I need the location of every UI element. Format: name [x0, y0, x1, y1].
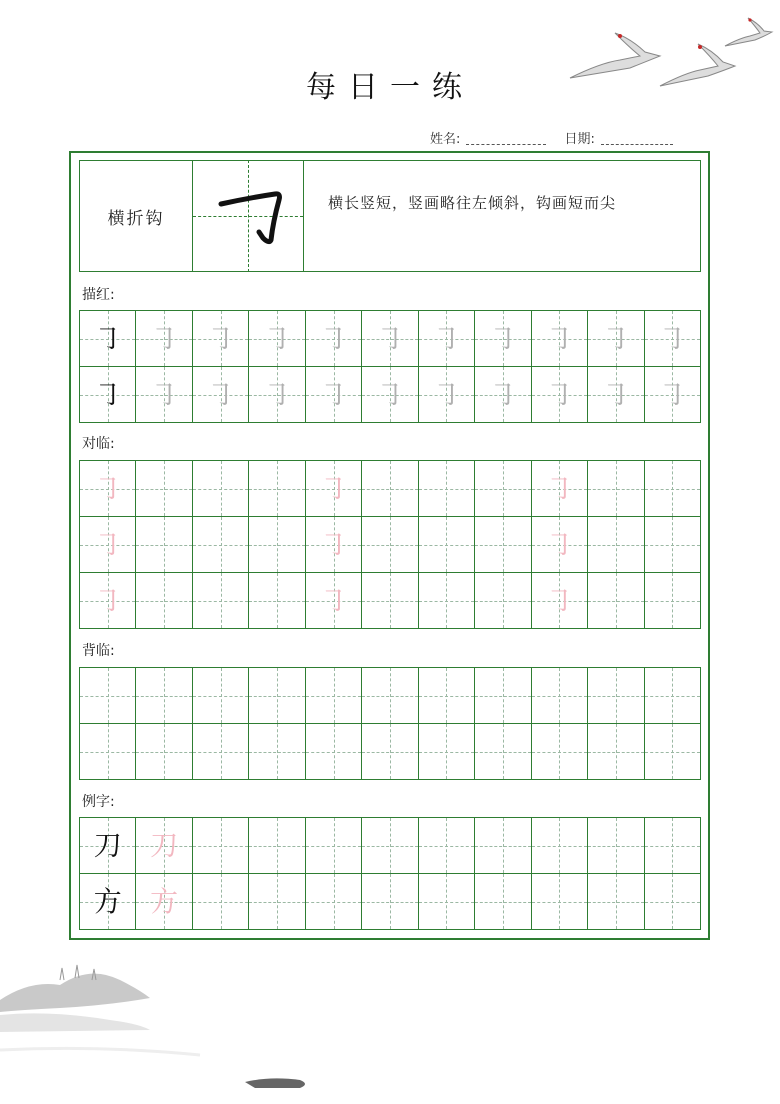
practice-cell[interactable] [306, 311, 362, 367]
practice-cell[interactable] [645, 724, 701, 780]
practice-cell[interactable] [475, 461, 531, 517]
practice-cell[interactable] [419, 461, 475, 517]
practice-cell[interactable] [362, 573, 418, 629]
practice-cell[interactable] [193, 311, 249, 367]
practice-glyph: ㇆ [319, 583, 348, 617]
grid-row [80, 573, 701, 629]
practice-cell[interactable] [306, 573, 362, 629]
practice-glyph: ㇆ [93, 377, 122, 411]
practice-glyph: ㇆ [93, 321, 122, 355]
grid-row [80, 668, 701, 724]
practice-cell[interactable] [588, 668, 644, 724]
stroke-description: 横长竖短，竖画略往左倾斜，钩画短而尖 [328, 194, 617, 212]
practice-cell[interactable] [475, 874, 531, 930]
practice-glyph: ㇆ [545, 527, 574, 561]
practice-cell[interactable] [588, 311, 644, 367]
practice-glyph: ㇆ [263, 321, 292, 355]
practice-glyph: 方 [93, 884, 122, 918]
practice-cell[interactable] [532, 461, 588, 517]
practice-cell[interactable] [588, 517, 644, 573]
practice-cell[interactable] [193, 573, 249, 629]
practice-cell[interactable] [362, 724, 418, 780]
practice-cell[interactable] [588, 461, 644, 517]
practice-glyph: ㇆ [545, 471, 574, 505]
practice-cell[interactable] [645, 517, 701, 573]
practice-cell[interactable] [475, 724, 531, 780]
stroke-demo-cell [192, 160, 304, 272]
practice-cell[interactable] [645, 874, 701, 930]
practice-glyph: ㇆ [545, 377, 574, 411]
practice-cell[interactable] [588, 724, 644, 780]
practice-glyph: ㇆ [432, 321, 461, 355]
practice-cell[interactable] [249, 461, 305, 517]
trace-grid [79, 310, 701, 423]
practice-cell[interactable] [645, 573, 701, 629]
practice-cell[interactable] [306, 668, 362, 724]
practice-cell[interactable] [645, 311, 701, 367]
practice-glyph: ㇆ [488, 321, 517, 355]
practice-cell[interactable] [532, 367, 588, 423]
practice-cell[interactable] [193, 874, 249, 930]
practice-cell[interactable] [475, 517, 531, 573]
practice-cell[interactable] [475, 311, 531, 367]
practice-cell[interactable] [306, 818, 362, 874]
grid-row [80, 461, 701, 517]
practice-cell[interactable] [362, 367, 418, 423]
name-label: 姓名: [430, 132, 461, 147]
practice-cell[interactable] [136, 461, 192, 517]
practice-cell[interactable] [419, 874, 475, 930]
practice-cell[interactable] [249, 874, 305, 930]
date-field[interactable] [601, 144, 673, 145]
practice-cell[interactable] [80, 311, 136, 367]
practice-cell[interactable] [419, 311, 475, 367]
practice-cell[interactable] [362, 461, 418, 517]
practice-glyph: ㇆ [93, 527, 122, 561]
name-field[interactable] [466, 144, 546, 145]
grid-row [80, 367, 701, 423]
practice-cell[interactable] [136, 311, 192, 367]
practice-glyph: ㇆ [375, 321, 404, 355]
practice-glyph: ㇆ [488, 377, 517, 411]
practice-glyph: ㇆ [432, 377, 461, 411]
practice-glyph: 方 [150, 884, 179, 918]
practice-glyph: ㇆ [206, 321, 235, 355]
practice-cell[interactable] [306, 874, 362, 930]
practice-glyph: ㇆ [375, 377, 404, 411]
practice-cell[interactable] [532, 818, 588, 874]
landscape-decoration [0, 960, 360, 1100]
practice-cell[interactable] [532, 573, 588, 629]
practice-cell[interactable] [249, 724, 305, 780]
name-date-line [430, 128, 687, 147]
practice-cell[interactable] [362, 874, 418, 930]
practice-cell[interactable] [419, 573, 475, 629]
practice-glyph: ㇆ [93, 471, 122, 505]
practice-cell[interactable] [362, 311, 418, 367]
practice-glyph: ㇆ [319, 471, 348, 505]
practice-cell[interactable] [532, 517, 588, 573]
practice-cell[interactable] [80, 724, 136, 780]
practice-cell[interactable] [306, 724, 362, 780]
practice-cell[interactable] [362, 517, 418, 573]
practice-cell[interactable] [249, 367, 305, 423]
practice-cell[interactable] [419, 724, 475, 780]
trace-label: 描红: [82, 287, 115, 303]
practice-cell[interactable] [80, 461, 136, 517]
practice-cell[interactable] [419, 517, 475, 573]
practice-cell[interactable] [136, 668, 192, 724]
practice-cell[interactable] [136, 573, 192, 629]
practice-cell[interactable] [419, 367, 475, 423]
practice-cell[interactable] [419, 818, 475, 874]
practice-glyph: ㇆ [658, 321, 687, 355]
examples-label: 例字: [82, 794, 115, 810]
practice-cell[interactable] [193, 724, 249, 780]
stroke-info-box [79, 160, 701, 272]
stroke-demo-glyph [193, 160, 305, 272]
practice-glyph: 刀 [150, 828, 179, 862]
practice-cell[interactable] [80, 517, 136, 573]
practice-cell[interactable] [532, 668, 588, 724]
practice-cell[interactable] [532, 874, 588, 930]
grid-row [80, 517, 701, 573]
practice-cell[interactable] [306, 461, 362, 517]
grid-row [80, 311, 701, 367]
date-label: 日期: [564, 132, 595, 147]
practice-cell[interactable] [249, 311, 305, 367]
practice-cell[interactable] [136, 517, 192, 573]
practice-cell[interactable] [588, 818, 644, 874]
practice-cell[interactable] [645, 367, 701, 423]
practice-cell[interactable] [306, 517, 362, 573]
practice-cell[interactable] [193, 668, 249, 724]
practice-cell[interactable] [588, 573, 644, 629]
practice-cell[interactable] [136, 874, 192, 930]
practice-cell[interactable] [193, 367, 249, 423]
page-title: 每日一练 [306, 70, 474, 105]
practice-glyph: ㇆ [319, 377, 348, 411]
practice-cell[interactable] [249, 668, 305, 724]
practice-cell[interactable] [362, 668, 418, 724]
practice-cell[interactable] [475, 668, 531, 724]
grid-row [80, 874, 701, 930]
practice-glyph: ㇆ [601, 321, 630, 355]
copy-label: 对临: [82, 436, 115, 452]
grid-row [80, 818, 701, 874]
practice-cell[interactable] [80, 818, 136, 874]
practice-glyph: ㇆ [93, 583, 122, 617]
practice-cell[interactable] [80, 668, 136, 724]
practice-cell[interactable] [249, 573, 305, 629]
practice-glyph: ㇆ [263, 377, 292, 411]
grid-row [80, 724, 701, 780]
cranes-decoration [560, 8, 775, 98]
practice-cell[interactable] [193, 461, 249, 517]
practice-glyph: ㇆ [658, 377, 687, 411]
stroke-name: 横折钩 [107, 208, 165, 229]
practice-cell[interactable] [645, 668, 701, 724]
copy-grid [79, 460, 701, 629]
practice-cell[interactable] [80, 367, 136, 423]
practice-glyph: ㇆ [206, 377, 235, 411]
practice-glyph: ㇆ [319, 527, 348, 561]
practice-cell[interactable] [362, 818, 418, 874]
practice-cell[interactable] [475, 818, 531, 874]
practice-cell[interactable] [193, 517, 249, 573]
practice-cell[interactable] [475, 367, 531, 423]
practice-glyph: ㇆ [150, 377, 179, 411]
practice-cell[interactable] [80, 874, 136, 930]
practice-glyph: ㇆ [601, 377, 630, 411]
recall-grid [79, 667, 701, 780]
practice-cell[interactable] [645, 818, 701, 874]
practice-glyph: ㇆ [150, 321, 179, 355]
practice-glyph: ㇆ [545, 321, 574, 355]
recall-label: 背临: [82, 643, 115, 659]
practice-cell[interactable] [80, 573, 136, 629]
practice-cell[interactable] [249, 818, 305, 874]
practice-cell[interactable] [588, 874, 644, 930]
practice-cell[interactable] [136, 818, 192, 874]
practice-cell[interactable] [588, 367, 644, 423]
practice-cell[interactable] [136, 724, 192, 780]
practice-cell[interactable] [193, 818, 249, 874]
practice-cell[interactable] [249, 517, 305, 573]
practice-glyph: 刀 [93, 828, 122, 862]
practice-glyph: ㇆ [319, 321, 348, 355]
practice-cell[interactable] [306, 367, 362, 423]
practice-cell[interactable] [475, 573, 531, 629]
example-grid [79, 817, 701, 930]
practice-cell[interactable] [645, 461, 701, 517]
practice-cell[interactable] [136, 367, 192, 423]
practice-glyph: ㇆ [545, 583, 574, 617]
practice-cell[interactable] [532, 311, 588, 367]
practice-cell[interactable] [419, 668, 475, 724]
practice-cell[interactable] [532, 724, 588, 780]
